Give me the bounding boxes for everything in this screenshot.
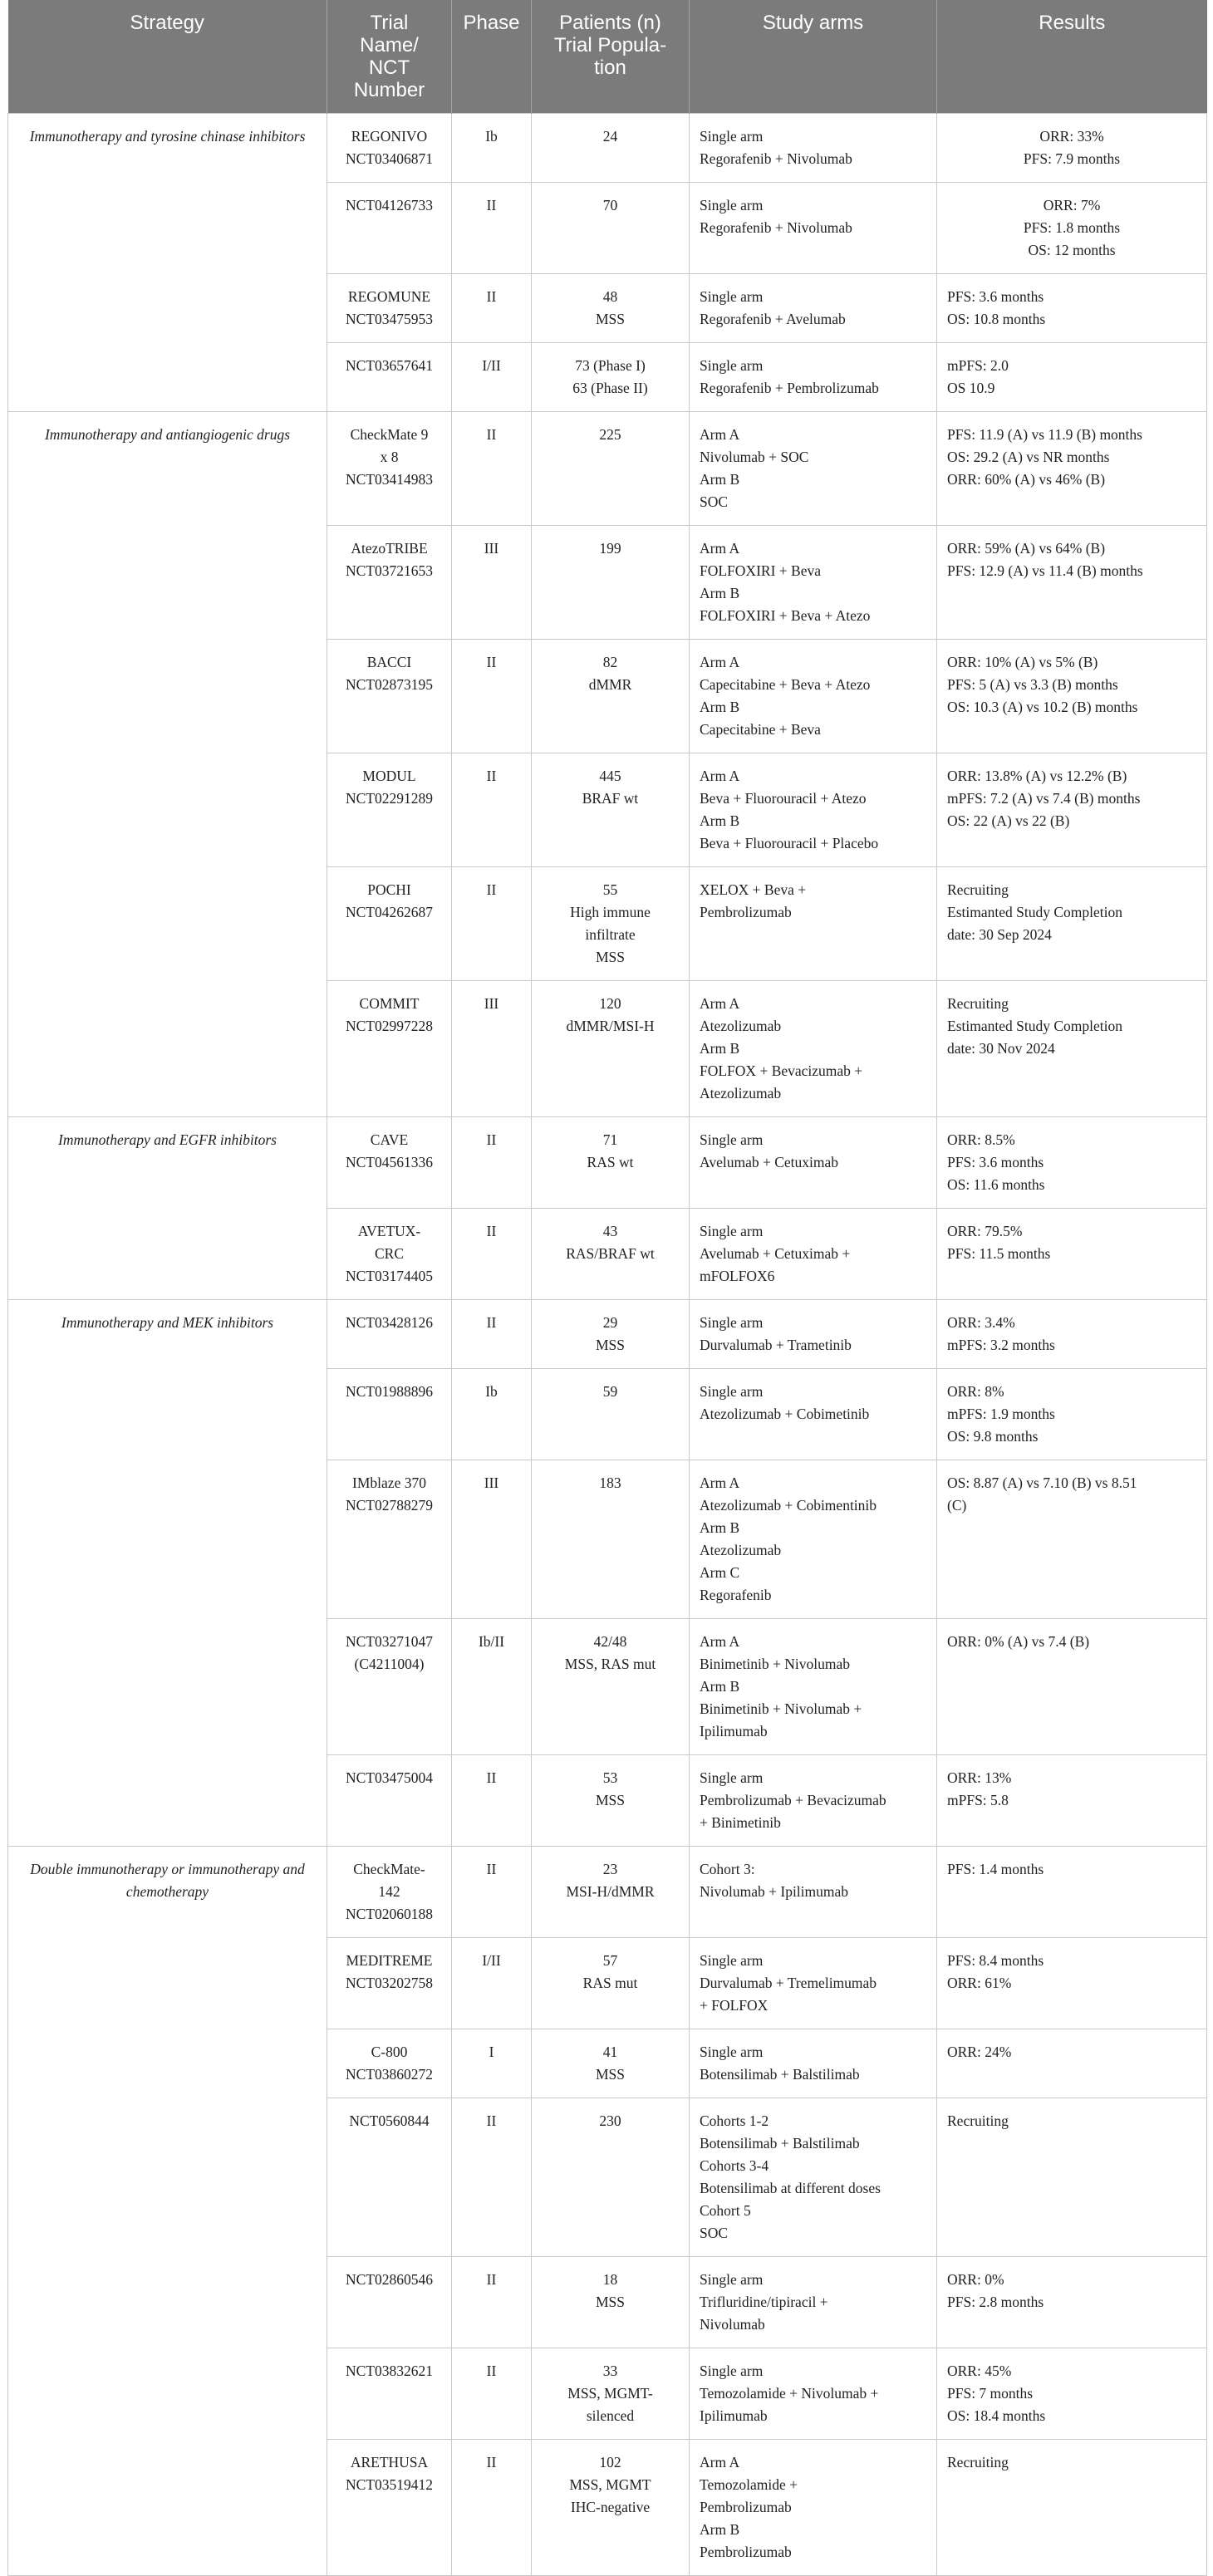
phase-cell: II	[452, 2257, 532, 2348]
study-arms-cell: Single arm Pembrolizumab + Bevacizumab + Binimetinib	[690, 1755, 937, 1847]
phase-cell: II	[452, 867, 532, 981]
header-trial-name: Trial Name/ NCT Number	[327, 0, 452, 114]
patients-cell: 29 MSS	[532, 1300, 690, 1369]
phase-cell: II	[452, 1847, 532, 1938]
results-cell: ORR: 33% PFS: 7.9 months	[937, 114, 1207, 183]
patients-cell: 41 MSS	[532, 2029, 690, 2098]
trial-name-cell: NCT01988896	[327, 1369, 452, 1460]
results-cell: PFS: 1.4 months	[937, 1847, 1207, 1938]
patients-cell: 53 MSS	[532, 1755, 690, 1847]
study-arms-cell: Arm A Atezolizumab + Cobimentinib Arm B Atezolizumab Arm C Regorafenib	[690, 1460, 937, 1619]
phase-cell: II	[452, 2098, 532, 2257]
study-arms-cell: Single arm Regorafenib + Nivolumab	[690, 183, 937, 274]
table-row	[8, 114, 1207, 183]
patients-cell: 199	[532, 526, 690, 640]
patients-cell: 59	[532, 1369, 690, 1460]
patients-cell: 23 MSI-H/dMMR	[532, 1847, 690, 1938]
phase-cell: II	[452, 1117, 532, 1209]
results-cell: PFS: 3.6 months OS: 10.8 months	[937, 274, 1207, 343]
header-results: Results	[937, 0, 1207, 114]
results-cell: ORR: 13.8% (A) vs 12.2% (B) mPFS: 7.2 (A) vs 7.4 (B) months OS: 22 (A) vs 22 (B)	[937, 753, 1207, 867]
trial-name-cell: NCT03428126	[327, 1300, 452, 1369]
phase-cell: II	[452, 1300, 532, 1369]
header-study-arms: Study arms	[690, 0, 937, 114]
results-cell: Recruiting Estimanted Study Completion date: 30 Nov 2024	[937, 981, 1207, 1117]
trial-name-cell: NCT04126733	[327, 183, 452, 274]
phase-cell: III	[452, 1460, 532, 1619]
phase-cell: II	[452, 412, 532, 526]
results-cell: mPFS: 2.0 OS 10.9	[937, 343, 1207, 412]
phase-cell: II	[452, 2348, 532, 2440]
study-arms-cell: Single arm Temozolamide + Nivolumab + Ipilimumab	[690, 2348, 937, 2440]
phase-cell: III	[452, 526, 532, 640]
phase-cell: Ib	[452, 1369, 532, 1460]
study-arms-cell: Single arm Regorafenib + Avelumab	[690, 274, 937, 343]
study-arms-cell: Arm A Binimetinib + Nivolumab Arm B Binimetinib + Nivolumab + Ipilimumab	[690, 1619, 937, 1755]
trial-name-cell: CAVE NCT04561336	[327, 1117, 452, 1209]
patients-cell: 225	[532, 412, 690, 526]
patients-cell: 55 High immune infiltrate MSS	[532, 867, 690, 981]
study-arms-cell: Cohort 3: Nivolumab + Ipilimumab	[690, 1847, 937, 1938]
patients-cell: 18 MSS	[532, 2257, 690, 2348]
header-strategy: Strategy	[8, 0, 327, 114]
header-phase: Phase	[452, 0, 532, 114]
strategy-cell: Immunotherapy and EGFR inhibitors	[8, 1117, 327, 1300]
strategy-cell: Immunotherapy and antiangiogenic drugs	[8, 412, 327, 1117]
table-row	[8, 1117, 1207, 1209]
trial-name-cell: IMblaze 370 NCT02788279	[327, 1460, 452, 1619]
patients-cell: 57 RAS mut	[532, 1938, 690, 2029]
results-cell: ORR: 8.5% PFS: 3.6 months OS: 11.6 months	[937, 1117, 1207, 1209]
phase-cell: II	[452, 640, 532, 753]
patients-cell: 48 MSS	[532, 274, 690, 343]
patients-cell: 42/48 MSS, RAS mut	[532, 1619, 690, 1755]
table-row	[8, 1300, 1207, 1369]
trial-name-cell: NCT03475004	[327, 1755, 452, 1847]
trial-name-cell: MODUL NCT02291289	[327, 753, 452, 867]
study-arms-cell: Arm A FOLFOXIRI + Beva Arm B FOLFOXIRI + Beva + Atezo	[690, 526, 937, 640]
study-arms-cell: Single arm Durvalumab + Trametinib	[690, 1300, 937, 1369]
study-arms-cell: Arm A Temozolamide + Pembrolizumab Arm B Pembrolizumab	[690, 2440, 937, 2576]
study-arms-cell: Single arm Avelumab + Cetuximab + mFOLFOX6	[690, 1209, 937, 1300]
study-arms-cell: Single arm Trifluridine/tipiracil + Nivolumab	[690, 2257, 937, 2348]
results-cell: Recruiting	[937, 2098, 1207, 2257]
phase-cell: II	[452, 2440, 532, 2576]
header-row	[8, 0, 1207, 114]
phase-cell: II	[452, 274, 532, 343]
strategy-cell: Double immunotherapy or immunotherapy and chemotherapy	[8, 1847, 327, 2576]
study-arms-cell: Single arm Atezolizumab + Cobimetinib	[690, 1369, 937, 1460]
study-arms-cell: Arm A Beva + Fluorouracil + Atezo Arm B Beva + Fluorouracil + Placebo	[690, 753, 937, 867]
study-arms-cell: Single arm Regorafenib + Nivolumab	[690, 114, 937, 183]
trial-name-cell: MEDITREME NCT03202758	[327, 1938, 452, 2029]
results-cell: ORR: 45% PFS: 7 months OS: 18.4 months	[937, 2348, 1207, 2440]
results-cell: ORR: 3.4% mPFS: 3.2 months	[937, 1300, 1207, 1369]
patients-cell: 33 MSS, MGMT- silenced	[532, 2348, 690, 2440]
results-cell: OS: 8.87 (A) vs 7.10 (B) vs 8.51 (C)	[937, 1460, 1207, 1619]
results-cell: ORR: 7% PFS: 1.8 months OS: 12 months	[937, 183, 1207, 274]
study-arms-cell: Single arm Avelumab + Cetuximab	[690, 1117, 937, 1209]
phase-cell: III	[452, 981, 532, 1117]
patients-cell: 120 dMMR/MSI-H	[532, 981, 690, 1117]
patients-cell: 70	[532, 183, 690, 274]
trial-name-cell: POCHI NCT04262687	[327, 867, 452, 981]
results-cell: ORR: 0% (A) vs 7.4 (B)	[937, 1619, 1207, 1755]
patients-cell: 183	[532, 1460, 690, 1619]
trial-name-cell: BACCI NCT02873195	[327, 640, 452, 753]
phase-cell: I	[452, 2029, 532, 2098]
table-row	[8, 1847, 1207, 1938]
results-cell: ORR: 24%	[937, 2029, 1207, 2098]
study-arms-cell: Single arm Regorafenib + Pembrolizumab	[690, 343, 937, 412]
trial-name-cell: NCT0560844	[327, 2098, 452, 2257]
results-cell: ORR: 0% PFS: 2.8 months	[937, 2257, 1207, 2348]
phase-cell: I/II	[452, 343, 532, 412]
trial-name-cell: ARETHUSA NCT03519412	[327, 2440, 452, 2576]
clinical-trials-table	[7, 0, 1207, 2576]
trial-name-cell: COMMIT NCT02997228	[327, 981, 452, 1117]
table-body	[8, 114, 1207, 2576]
study-arms-cell: XELOX + Beva + Pembrolizumab	[690, 867, 937, 981]
phase-cell: II	[452, 1755, 532, 1847]
patients-cell: 230	[532, 2098, 690, 2257]
study-arms-cell: Arm A Atezolizumab Arm B FOLFOX + Bevacizumab + Atezolizumab	[690, 981, 937, 1117]
patients-cell: 71 RAS wt	[532, 1117, 690, 1209]
phase-cell: I/II	[452, 1938, 532, 2029]
results-cell: ORR: 79.5% PFS: 11.5 months	[937, 1209, 1207, 1300]
results-cell: ORR: 10% (A) vs 5% (B) PFS: 5 (A) vs 3.3 (B) months OS: 10.3 (A) vs 10.2 (B) months	[937, 640, 1207, 753]
trial-name-cell: REGOMUNE NCT03475953	[327, 274, 452, 343]
results-cell: Recruiting	[937, 2440, 1207, 2576]
trial-name-cell: AtezoTRIBE NCT03721653	[327, 526, 452, 640]
results-cell: Recruiting Estimanted Study Completion date: 30 Sep 2024	[937, 867, 1207, 981]
trial-name-cell: CheckMate 9 x 8 NCT03414983	[327, 412, 452, 526]
trial-name-cell: NCT03657641	[327, 343, 452, 412]
study-arms-cell: Cohorts 1-2 Botensilimab + Balstilimab Cohorts 3-4 Botensilimab at different doses Cohort 5 SOC	[690, 2098, 937, 2257]
patients-cell: 82 dMMR	[532, 640, 690, 753]
phase-cell: Ib/II	[452, 1619, 532, 1755]
study-arms-cell: Arm A Capecitabine + Beva + Atezo Arm B Capecitabine + Beva	[690, 640, 937, 753]
results-cell: PFS: 8.4 months ORR: 61%	[937, 1938, 1207, 2029]
results-cell: PFS: 11.9 (A) vs 11.9 (B) months OS: 29.2 (A) vs NR months ORR: 60% (A) vs 46% (B)	[937, 412, 1207, 526]
header-patients: Patients (n) Trial Popula- tion	[532, 0, 690, 114]
results-cell: ORR: 59% (A) vs 64% (B) PFS: 12.9 (A) vs 11.4 (B) months	[937, 526, 1207, 640]
study-arms-cell: Single arm Botensilimab + Balstilimab	[690, 2029, 937, 2098]
study-arms-cell: Single arm Durvalumab + Tremelimumab + FOLFOX	[690, 1938, 937, 2029]
table-row	[8, 412, 1207, 526]
phase-cell: II	[452, 753, 532, 867]
trial-name-cell: CheckMate- 142 NCT02060188	[327, 1847, 452, 1938]
trial-name-cell: AVETUX- CRC NCT03174405	[327, 1209, 452, 1300]
strategy-cell: Immunotherapy and MEK inhibitors	[8, 1300, 327, 1847]
study-arms-cell: Arm A Nivolumab + SOC Arm B SOC	[690, 412, 937, 526]
phase-cell: II	[452, 183, 532, 274]
patients-cell: 445 BRAF wt	[532, 753, 690, 867]
phase-cell: Ib	[452, 114, 532, 183]
trial-name-cell: C-800 NCT03860272	[327, 2029, 452, 2098]
patients-cell: 24	[532, 114, 690, 183]
trial-name-cell: NCT02860546	[327, 2257, 452, 2348]
trial-name-cell: NCT03832621	[327, 2348, 452, 2440]
phase-cell: II	[452, 1209, 532, 1300]
trial-name-cell: REGONIVO NCT03406871	[327, 114, 452, 183]
strategy-cell: Immunotherapy and tyrosine chinase inhibitors	[8, 114, 327, 412]
patients-cell: 43 RAS/BRAF wt	[532, 1209, 690, 1300]
patients-cell: 73 (Phase I) 63 (Phase II)	[532, 343, 690, 412]
results-cell: ORR: 8% mPFS: 1.9 months OS: 9.8 months	[937, 1369, 1207, 1460]
results-cell: ORR: 13% mPFS: 5.8	[937, 1755, 1207, 1847]
patients-cell: 102 MSS, MGMT IHC-negative	[532, 2440, 690, 2576]
trial-name-cell: NCT03271047 (C4211004)	[327, 1619, 452, 1755]
